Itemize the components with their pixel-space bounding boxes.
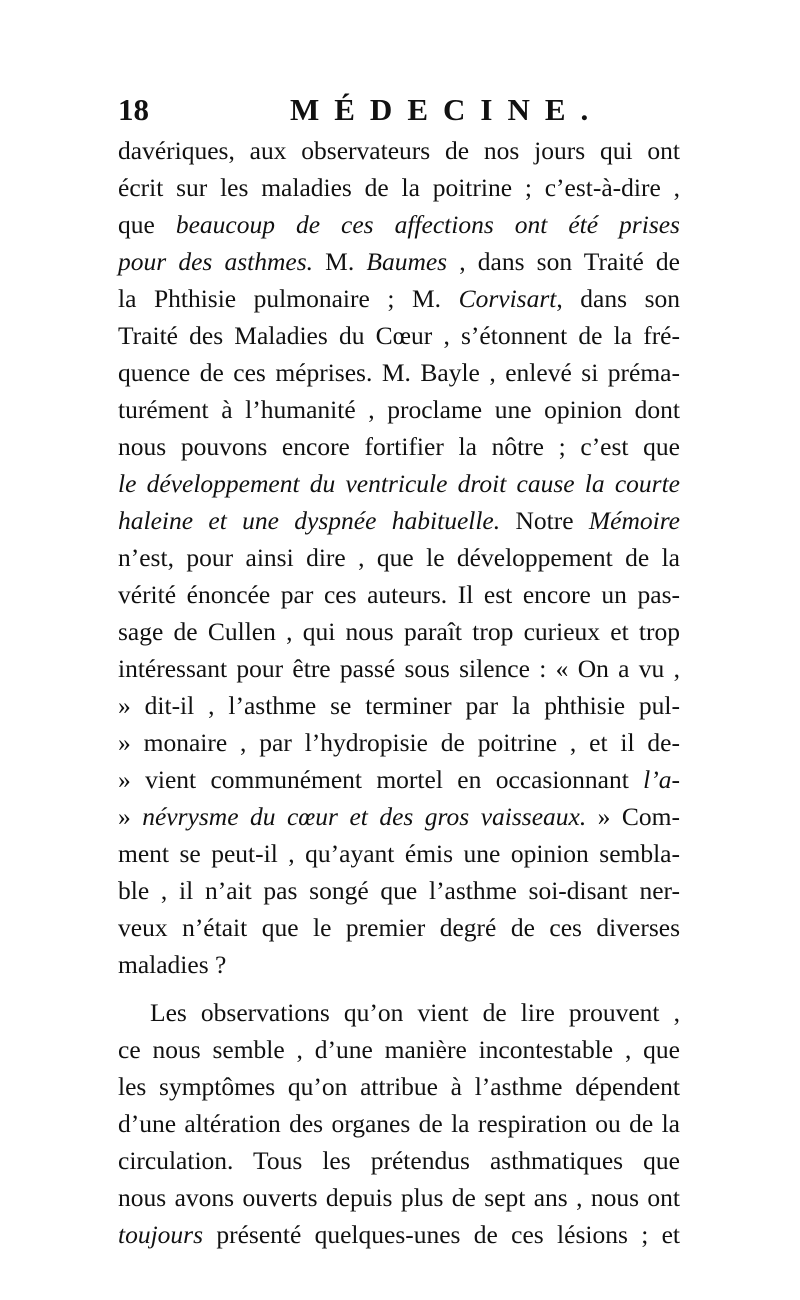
text-line <box>118 132 680 169</box>
page-number: 18 <box>118 92 149 127</box>
text-line <box>118 280 680 317</box>
text-line <box>118 650 680 687</box>
roman-text: maladies ? <box>118 950 227 979</box>
text-line <box>118 243 680 280</box>
roman-text: Les observations qu’on vient de lire prouvent , <box>150 998 680 1027</box>
roman-text: Notre <box>500 506 589 535</box>
text-line <box>118 946 680 983</box>
italic-text: Corvisart <box>458 284 557 313</box>
roman-text: ce nous semble , d’une manière incontestable , que <box>118 1035 680 1064</box>
roman-text: , dans son <box>556 284 680 313</box>
text-line <box>118 1031 680 1068</box>
text-line <box>118 1142 680 1179</box>
roman-text: » vient communément mortel en occasionnant <box>118 765 644 794</box>
roman-text: présenté quelques-unes de ces lésions ; et <box>203 1220 680 1249</box>
roman-text: vérité énoncée par ces auteurs. Il est encore un pas- <box>118 580 680 609</box>
text-line <box>118 428 680 465</box>
body-text <box>118 132 680 1253</box>
italic-text: Mémoire <box>588 506 680 535</box>
italic-text: haleine et une dyspnée habituelle. <box>118 506 501 535</box>
italic-text: pour des asthmes. <box>118 247 314 276</box>
text-line <box>118 994 680 1031</box>
roman-text: sage de Cullen , qui nous paraît trop curieux et trop <box>118 617 680 646</box>
page-header <box>118 92 680 132</box>
roman-text: que <box>118 210 176 239</box>
text-line <box>118 391 680 428</box>
roman-text: ment se peut-il , qu’ayant émis une opinion sembla- <box>118 839 680 868</box>
text-line <box>118 169 680 206</box>
text-line <box>118 761 680 798</box>
roman-text: » monaire , par l’hydropisie de poitrine , et il de- <box>118 728 680 757</box>
text-line <box>118 1068 680 1105</box>
roman-text: quence de ces méprises. M. Bayle , enlevé si préma- <box>118 358 680 387</box>
roman-text: M. <box>313 247 367 276</box>
roman-text: » Com- <box>586 802 680 831</box>
roman-text: » <box>118 802 143 831</box>
italic-text: toujours <box>118 1220 204 1249</box>
text-line <box>118 909 680 946</box>
text-line <box>118 576 680 613</box>
text-line <box>118 539 680 576</box>
text-line <box>118 835 680 872</box>
text-line <box>118 687 680 724</box>
roman-text: » dit-il , l’asthme se terminer par la phthisie pul- <box>118 691 680 720</box>
roman-text: turément à l’humanité , proclame une opinion dont <box>118 395 680 424</box>
text-line <box>118 1216 680 1253</box>
text-line <box>118 502 680 539</box>
text-line <box>118 354 680 391</box>
roman-text: veux n’était que le premier degré de ces diverses <box>118 913 680 942</box>
text-line <box>118 206 680 243</box>
running-title: MÉDECINE. <box>290 92 604 127</box>
roman-text: circulation. Tous les prétendus asthmatiques que <box>118 1146 680 1175</box>
roman-text: ble , il n’ait pas songé que l’asthme soi-disant ner- <box>118 876 680 905</box>
roman-text: davériques, aux observateurs de nos jours qui ont <box>118 136 680 165</box>
roman-text: écrit sur les maladies de la poitrine ; c’est-à-dire , <box>118 173 680 202</box>
text-line <box>118 465 680 502</box>
roman-text: Traité des Maladies du Cœur , s’étonnent de la fré- <box>118 321 680 350</box>
italic-text: le développement du ventricule droit cause la courte <box>118 469 680 498</box>
text-line <box>118 724 680 761</box>
roman-text: les symptômes qu’on attribue à l’asthme dépendent <box>118 1072 680 1101</box>
italic-text: névrysme du cœur et des gros vaisseaux. <box>142 802 587 831</box>
text-line <box>118 1105 680 1142</box>
italic-text: l’a- <box>643 765 680 794</box>
roman-text: d’une altération des organes de la respiration ou de la <box>118 1109 680 1138</box>
roman-text: nous pouvons encore fortifier la nôtre ; c’est que <box>118 432 680 461</box>
italic-text: Baumes <box>366 247 448 276</box>
roman-text: , dans son Traité de <box>447 247 680 276</box>
text-line <box>118 613 680 650</box>
text-line <box>118 872 680 909</box>
text-line <box>118 1179 680 1216</box>
roman-text: la Phthisie pulmonaire ; M. <box>118 284 459 313</box>
text-line <box>118 317 680 354</box>
italic-text: beaucoup de ces affections ont été prises <box>175 210 680 239</box>
roman-text: n’est, pour ainsi dire , que le développement de la <box>118 543 680 572</box>
text-line <box>118 798 680 835</box>
roman-text: nous avons ouverts depuis plus de sept ans , nous ont <box>118 1183 680 1212</box>
roman-text: intéressant pour être passé sous silence : « On a vu , <box>118 654 680 683</box>
paragraph-gap <box>118 983 680 994</box>
